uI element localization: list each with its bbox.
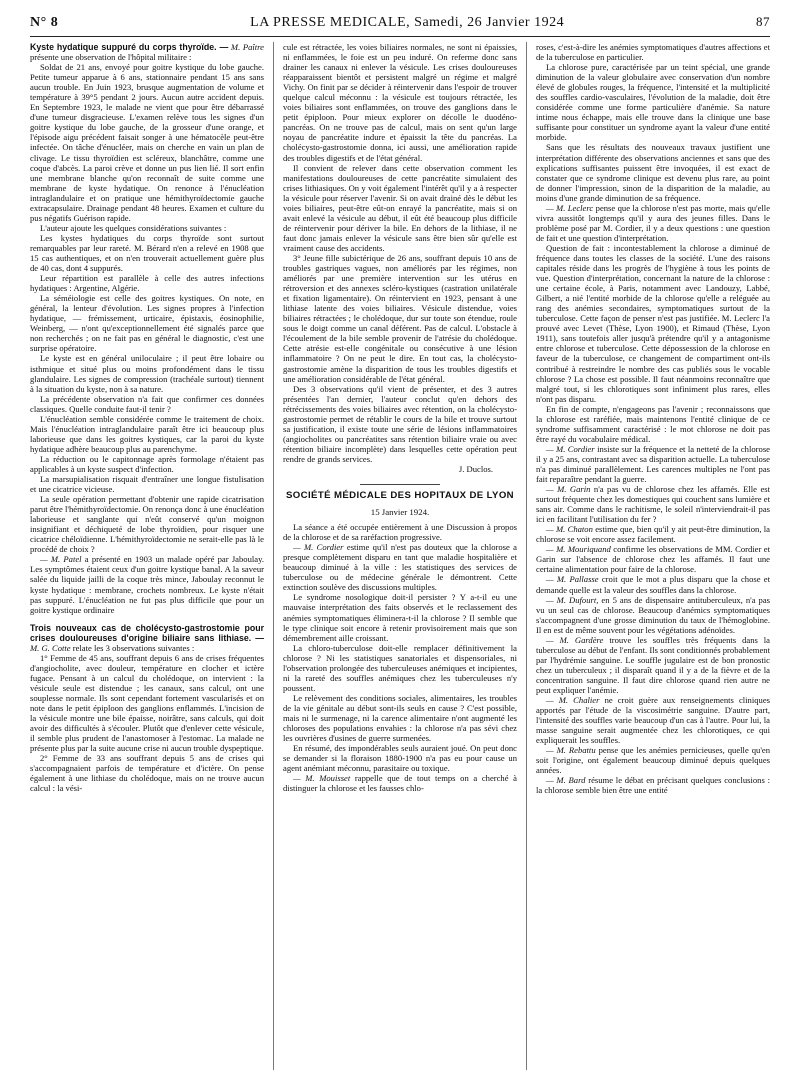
paragraph [30,554,264,614]
paragraph: Les kystes hydatiques du corps thyroïde sont surtout remarquables par leur rareté. M. Bérard n'en a relevé en 1908 que 15 cas authentiques, et on n'en trouverait actuellement guère plus de 40 cas, dont 4 suppurés. [30,232,264,274]
paragraph: Il convient de relever dans cette observation comment les manifestations douloureuses de cette pancréatite simulaient des crises lithiasiques. On y voit également l'intérêt qu'il y a à respecter la vésicule pour réserver l'avenir. Si on avait drainé dès le début les voies biliaires, peut-être eût-on enrayé la pancréatite, mais si on avait enlevé la vésicule au début, il eût été beaucoup plus difficile de réintervenir pour dériver la bile. En dehors de la lithiase, il ne faut donc jamais enlever la vésicule sans être bien sûr qu'elle est vraiment cause des accidents. [283,162,517,253]
page-header [30,14,770,37]
column-1 [30,42,264,1072]
kyste-heading [30,42,264,62]
paragraph-text: présente une observation de l'hôpital militaire : [30,52,192,63]
author-name: — M. Rebattu [546,745,596,756]
paragraph: Le syndrome nosologique doit-il persister ? Y a-t-il eu une mauvaise interprétation des faits observés et le reclassement des anémies symptomatiques éliminera-t-il la chlorose ? Il semble que le type clinique soit encore à retenir provisoirement mais que son démembrement aille croissant. [283,592,517,643]
society-title: SOCIÉTÉ MÉDICALE DES HOPITAUX DE LYON [285,490,515,502]
paragraph: La séance a été occupée entièrement à une Discussion à propos de la chlorose et de sa raréfaction progressive. [283,522,517,543]
author-name: — M. Gardère [546,634,604,645]
column-3 [536,42,770,1072]
journal-title: LA PRESSE MEDICALE, Samedi, 26 Janvier 1924 [250,15,565,30]
paragraph: Sans que les résultats des nouveaux travaux justifient une interprétation différente des observations anciennes et sans que des explications suffisantes puissent être invoquées, il est exact de constater que ce syndrome clinique est devenu plus rare, au point de donner l'impression, sinon de la disparition de la maladie, au moins d'une grande diminution de sa fréquence. [536,142,770,203]
paragraph-text: pense que la chlorose n'est pas morte, mais qu'elle vivra aussitôt longtemps qu'il y aura des jeunes filles. Dans le problème posé par M. Cordier, il y a deux questions : une question de fait et une question d'interprétation. [536,202,770,243]
paragraph [536,635,770,695]
signature: J. Duclos. [458,463,493,474]
paragraph: La précédente observation n'a fait que confirmer ces données classiques. Quelle conduite faut-il tenir ? [30,393,264,414]
paragraph: 2° Femme de 33 ans souffrant depuis 5 ans de crises qui s'accompagnaient parfois de température et d'ictère. On pense également à une lithiase du cholédoque, mais on ne trouve aucun calcul : la vési- [30,753,264,794]
paragraph-text: croit que le mot a plus disparu que la chose et demande quelle est la valeur des souffles dans la chlorose. [536,574,770,595]
paragraph: En fin de compte, n'engageons pas l'avenir ; reconnaissons que la chlorose est raréfiée, mais maintenons l'entité clinique de ce syndrome suffisamment caractérisé : le mot chlorose ne doit pas être rayé du vocabulaire médical. [536,403,770,444]
author-name: — M. Patel [40,554,82,565]
paragraph: La séméiologie est celle des goitres kystiques. On note, en général, la lenteur d'évolution. Les signes propres à l'infection hydatique, — frémissement, urticaire, épistaxis, éosinophilie, Weinberg, — n'ont qu'exceptionnellement été signalés parce que non recherchés ; on ne fait pas en général le diagnostic, c'est une surprise opératoire. [30,293,264,354]
article-title: Trois nouveaux cas de cholécysto-gastrostomie pour crises douloureuses d'origine biliaire sans lithiase. — [30,622,264,643]
paragraph: Le relèvement des conditions sociales, alimentaires, les troubles de la vie génitale au début sont-ils seuls en cause ? C'est possible, mais ni le surmenage, ni la carence alimentaire n'ont augmenté les chloroses des populations envahies : la chlorose n'a pas sévi chez les ouvrières d'usines de guerre surmenées. [283,692,517,744]
author-name: — M. Chaton [546,524,593,535]
paragraph-text: pense que les anémies pernicieuses, quelle qu'en soit l'origine, ont également beaucoup diminué depuis quelques années. [536,745,770,776]
paragraph [536,574,770,594]
paragraph-text: a présenté en 1903 un malade opéré par Jaboulay. Les symptômes étaient ceux d'un goitre kystique banal. A la saveur salée du liquide jailli de la coque très mince, Jaboulay reconnut le kyste hydatique : membrane, crochets nombreux. Le kyste n'était pas suppuré. L'énucléation ne fut pas plus difficile que pour un goitre kystique ordinaire [30,554,264,615]
paragraph [536,775,770,795]
author-name: — M. Chalier [546,695,600,706]
paragraph [283,773,517,793]
column-divider [526,42,527,1070]
paragraph: roses, c'est-à-dire les anémies symptomatiques d'autres affections et de la tuberculose en particulier. [536,42,770,63]
paragraph-text: insiste sur la fréquence et la netteté de la chlorose il y a 25 ans, contrastant avec sa disparition actuelle. La tuberculose n'a pas diminué parallèlement. Les carences multiples ne l'ont pas fait reparaître pendant la guerre. [536,443,770,485]
paragraph-text: confirme les observations de MM. Cordier et Garin sur l'absence de chlorose chez les affamés. Il faut une certaine alimentation pour faire de la chlorose. [536,544,770,575]
author-name: M. G. Cotte [30,642,71,653]
author-name: — M. Garin [546,484,591,495]
paragraph: Soldat de 21 ans, envoyé pour goitre kystique du lobe gauche. Petite tumeur apparue à 6 ans, stationnaire pendant 15 ans sans aucun trouble. En Juin 1923, brusque augmentation de volume et température à 39°5 pendant 2 jours. Aucun autre accident depuis. En Septembre 1923, le malade ne vient que pour être débarrassé d'une tumeur disgracieuse. L'examen relève tous les signes d'un goitre kystique du lobe gauche, de la grosseur d'une orange, et l'épisode aigu précédent faisait songer à une hématocèle peut-être infectée. On tâche d'énucléer, mais on cherche en vain un plan de clivage. Le tissu thyroïdien est scléreux, blanchâtre, comme une coque d'abcès. La paroi crève et donne un pus lien lié. Il sort enfin une membrane blanche qu'on reconnaît de suite comme une membrane de kyste hydatique. On renonce à l'énucléation intraglandulaire et on pratique une hémithyroïdectomie gauche extracapsulaire. Drainage pendant 48 heures. Examen et culture du pus négatifs Guérison rapide. [30,62,264,223]
paragraph: 1° Femme de 45 ans, souffrant depuis 6 ans de crises fréquentes d'angiocholite, avec douleur, température en clocher et ictère fugace. Pensant à un calcul du cholédoque, on intervient : la vésicule seule est distendue ; les canaux, sans calcul, ont une souplesse normale. Ils sont cependant fortement vascularisés et on note dans le petit épiploon des ganglions enflammés. L'incision de la vésicule montre une bile épaisse, noirâtre, sans calculs, qui doit avoir des difficultés à s'écouler. Plutôt que d'enlever cette vésicule, il semble plus prudent de l'anastomoser à l'estomac. La malade ne présente plus par la suite aucune crise ni aucun trouble dyspeptique. [30,652,264,754]
paragraph-text: résume le débat en précisant quelques conclusions : la chlorose semble bien être une entité [536,775,770,796]
session-date: 15 Janvier 1924. [370,507,430,518]
paragraph: Question de fait : incontestablement la chlorose a diminué de fréquence dans toutes les classes de la société. L'une des raisons capitales réside dans les progrès de l'hygiène à tous les points de vue. Question d'interprétation, concernant la nature de la chlorose : une certaine école, à Paris, notamment avec Landouzy, Labbé, Gilbert, a nié l'entité morbide de la chlorose qu'elle a reléguée au rang des anémies secondaires, symptomatiques surtout de la tuberculose. Cette façon de penser n'est pas justifiée. M. Leclerc l'a prouvé avec Levet (Thèse, Lyon 1900), et Rimaud (Thèse, Lyon 1911), sans toutefois aller jusqu'à prétendre qu'il y a antagonisme entre chlorose et tuberculose. Cette dépossession de la chlorose en faveur de la tuberculose, ce changement de compartiment ont-ils contribué à restreindre le nombre des cas publiés sous le vocable chlorose ? La chose est possible. Il faut néanmoins reconnaître que malgré tout, si les chlorotiques sont infiniment plus rares, elles n'ont pas disparu. [536,242,770,404]
chole-heading [30,623,264,653]
paragraph [536,524,770,544]
author-name: — M. Cordier [546,443,595,454]
paragraph: La chloro-tuberculose doit-elle remplacer définitivement la chlorose ? Ni les statistiques sanatoriales et dispensoriales, ni l'observation prolongée des tuberculeuses anémiques et incipientes, ni la rareté des souffles anémiques chez les tuberculeuses n'y poussent. [283,642,517,693]
article-title: Kyste hydatique suppuré du corps thyroïde. — [30,42,229,52]
paragraph: En résumé, des impondérables seuls auraient joué. On peut donc se demander si la floraison 1880-1900 n'a pas eu pour cause un agent anémiant méconnu, parasitaire ou toxique. [283,743,517,774]
column-divider [273,42,274,1070]
paragraph: Leur répartition est parallèle à celle des autres infections hydatiques : Argentine, Algérie. [30,273,264,294]
paragraph [536,203,770,243]
paragraph: Le kyste est en général uniloculaire ; il peut être lobaire ou isthmique et situé plus ou moins profondément dans le tissu glandulaire. Les signes de compression (trachéale surtout) tiennent à la situation du kyste, non à sa nature. [30,353,264,394]
paragraph-text: rappelle que de tout temps on a cherché à distinguer la chlorose et les fausses chlo- [283,773,517,794]
author-name: — M. Cordier [293,542,344,553]
paragraph-text: estime qu'il n'est pas douteux que la chlorose a presque complètement disparu en tant que maladie hospitalière et beaucoup diminué à la ville : les statistiques des services de tuberculose ou de médecine générale le démontrent. Cette extinction soulève des discussions multiples. [283,542,517,593]
issue-number: N° 8 [30,15,59,30]
author-name: — M. Bard [546,775,586,786]
paragraph: La marsupialisation risquait d'entraîner une longue fistulisation et une cicatrice vicieuse. [30,474,264,495]
paragraph-text: relate les 3 observations suivantes : [72,642,195,653]
paragraph [536,544,770,574]
author-name: M. Paître [230,42,264,52]
paragraph: La chlorose pure, caractérisée par un teint spécial, une grande diminution de la valeur globulaire avec conservation d'un nombre élevé de globules rouges, la fréquence, l'intensité et la multiplicité des souffles cardio-vasculaires, l'évolution de la maladie, doit être considérée comme une forme particulière d'anémie. Sa nature intime nous échappe, mais elle trouve dans la clinique une base suffisante pour constituer un syndrome ayant la valeur d'une entité morbide. [536,62,770,143]
paragraph: cule est rétractée, les voies biliaires normales, ne sont ni épaissies, ni enflammées, le foie est un peu induré. On referme donc sans drainer les canaux ni enlever la vésicule. Les crises douloureuses réapparaissent bientôt et persistent malgré un régime et malgré Vichy. On finit par se décider à réintervenir dans l'espoir de trouver quelque calcul méconnu : la vésicule est toujours rétractée, les voies biliaires sont enflammées, on trouve des ganglions dans le petit épiploon. Pour mieux explorer on décolle le duodéno-pancréas. On ne trouve pas de calcul, mais on sent qu'un large noyau de pancréatite indure et épaissit la tête du pancréas. La cholécysto-gastrostomie donna, ici aussi, une amélioration rapide des troubles digestifs et de l'état général. [283,42,517,163]
paragraph: La seule opération permettant d'obtenir une rapide cicatrisation parut être l'hémithyroïdectomie. On renonça donc à une énucléation laborieuse et sanglante qui n'eût conservé qu'un moignon insignifiant et déchiqueté de lobe thyroïdien, pour risquer une cicatrice chéloïdienne. L'hémithyroïdectomie ne serait-elle pas là le procédé de choix ? [30,494,264,555]
paragraph [536,745,770,775]
paragraph [536,444,770,484]
paragraph: 3° Jeune fille subictérique de 26 ans, souffrant depuis 10 ans de troubles gastriques vagues, non améliorés par les régimes, non améliorés par une première intervention sur les utérus en rétroversion et des annexes scléro-kystiques (castration unilatérale et fixation ligamentaire). On réintervient en 1923, pensant à une lithiase latente des voies biliaires. Vésicule distendue, voies biliaires rétractées ; le cholédoque, dur sur toute son étendue, roule sous le doigt comme un canal déférent. Pas de calcul. L'obstacle à l'écoulement de la bile semble provenir de l'atrésie du cholédoque. Cette atrésie est-elle congénitale ou consécutive à une lésion inflammatoire ? On ne peut le dire. En tout cas, la cholécysto-gastrostomie amène la disparition de tous les troubles digestifs et une amélioration considérable de l'état général. [283,252,517,384]
paragraph: Des 3 observations qu'il vient de présenter, et des 3 autres présentées l'an dernier, l'auteur conclut qu'en dehors des rétrécissements des voies biliaires avec rétention, on la cholécysto-gastrostomie permet de rétablir le cours de la bile et trouve surtout sa justification, il existe toute une série de lésions inflammatoires (angiocholites ou pancréatites sans rétention biliaire vraie ou avec rétention biliaire incomplète) dans lesquelles cette opération peut rendre de grands services. [283,383,517,464]
paragraph: La réduction ou le capitonnage après formolage n'étaient pas applicables à un kyste suspect d'infection. [30,453,264,474]
paragraph-text: n'a pas vu de chlorose chez les affamés. Elle est surtout fréquente chez les domestiques qui couchent sans lumière et sans air. Comme dans le rachitisme, le soleil n'interviendrait-il pas ici en facilitant l'utilisation du fer ? [536,484,770,525]
page-number: 87 [756,14,770,29]
author-name: — M. Mouriquand [546,544,611,555]
paragraph-text: ne croit guère aux renseignements cliniques apportés par l'étude de la viscosimétrie sanguine. D'autre part, l'intensité des souffles varie beaucoup d'un cas à l'autre. Pour lui, la masse sanguine serait augmentée chez les chlorotiques, ce qui expliquerait les souffles. [536,695,770,746]
author-name: — M. Mouisset [293,773,351,784]
author-name: — M. Dufourt, [546,594,599,605]
paragraph: L'énucléation semble considérée comme le traitement de choix. Mais l'énucléation intraglandulaire paraît être ici beaucoup plus laborieuse que dans les goitres kystiques, car la paroi du kyste hydatique adhère beaucoup plus au parenchyme. [30,413,264,454]
paragraph: L'auteur ajoute les quelques considérations suivantes : [40,222,227,233]
paragraph-text: en 5 ans de dispensaire antituberculeux, n'a pas vu un seul cas de chlorose. Beaucoup d'anémics symptomatiques s'accompagnent d'une grosse diminution du taux de l'hémoglobine. Il en est de même souvent pour les végétations adénoïdes. [536,594,770,635]
paragraph-text: estime que, bien qu'il y ait peut-être diminution, la chlorose se voit encore assez facilement. [536,524,770,545]
paragraph [536,595,770,635]
paragraph [536,484,770,524]
paragraph [536,695,770,745]
paragraph-text: trouve les souffles très fréquents dans la tuberculose au début de l'enfant. Ils sont conditionnés probablement par l'hydrémie sanguine. Le souffle jugulaire est de bon pronostic chez un tuberculeux ; il disparaît quand il y a de la fièvre et de la concentration sanguine. Il faut dire chlorose quand rien autre ne peut expliquer l'anémie. [536,634,770,695]
paragraph [283,542,517,592]
author-name: — M. Leclerc [546,202,594,213]
author-name: — M. Pallasse [546,574,599,585]
section-divider [360,484,440,485]
column-2 [283,42,517,1072]
